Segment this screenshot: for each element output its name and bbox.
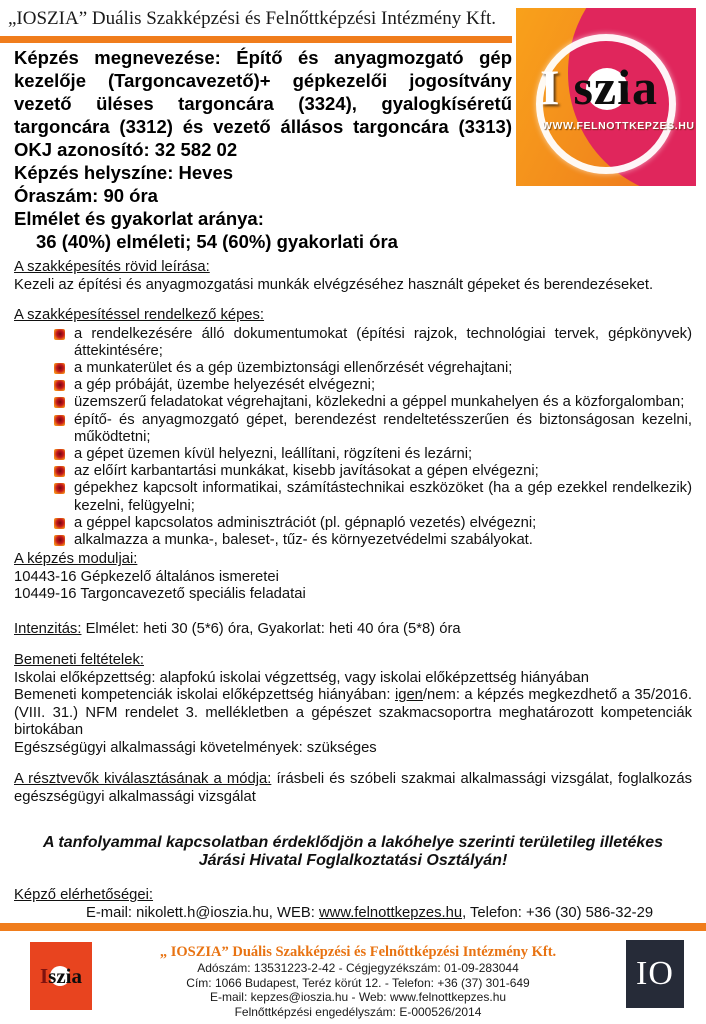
section-entry-requirements — [14, 652, 692, 757]
selection-body: írásbeli és szóbeli szakmai alkalmassági vizsgálat, foglalkozás egészségügyi alkalmassági vizsgálat — [14, 771, 693, 805]
intensity-heading: Intenzitás: — [14, 620, 82, 637]
module-item: 10443-16 Gépkezelő általános ismeretei — [14, 568, 279, 585]
module-item: 10449-16 Targoncavezető speciális feladatai — [14, 586, 306, 603]
course-title-line: targoncára (3312) és vezető állásos targoncára (3313) — [14, 116, 512, 137]
capability-item — [54, 412, 692, 446]
footer-text-block — [110, 944, 606, 1019]
bullet-logo-icon — [54, 380, 65, 391]
footer-logo-wordmark — [40, 964, 82, 989]
short-description-heading: A szakképesítés rövid leírása: — [14, 259, 210, 275]
logo-letter-i: I — [540, 59, 560, 115]
section-short-description — [14, 259, 692, 294]
course-hours: Óraszám: 90 óra — [14, 185, 158, 206]
course-title-line: vezető üléses targoncára (3324), gyalogkíséretű — [14, 93, 512, 114]
capability-item — [54, 394, 692, 411]
footer-email-web-line: E-mail: kepzes@ioszia.hu - Web: www.felnottkepzes.hu — [209, 990, 507, 1005]
capability-text: a gépet üzemen kívül helyezni, leállítani, rögzíteni és lezárni; — [74, 445, 473, 462]
main-content — [14, 46, 692, 922]
capability-item — [54, 326, 692, 360]
footer-company-name: „ IOSZIA” Duális Szakképzési és Felnőttképzési Intézmény Kft. — [159, 944, 557, 960]
intensity-body: Elmélet: heti 30 (5*6) óra, Gyakorlat: heti 40 óra (5*8) óra — [81, 620, 461, 637]
footer-tax-line: Adószám: 13531223-2-42 - Cégjegyzékszám: 01-09-283044 — [197, 961, 519, 975]
course-okj-id: OKJ azonosító: 32 582 02 — [14, 139, 238, 160]
contact-heading: Képző elérhetőségei: — [14, 887, 154, 904]
course-title-block — [14, 46, 512, 253]
course-ratio-label: Elmélet és gyakorlat aránya: — [14, 208, 264, 229]
header-rule — [0, 36, 512, 43]
bullet-logo-icon — [54, 415, 65, 426]
footer-io-logo — [626, 940, 684, 1008]
section-intensity — [14, 621, 692, 639]
entry-competencies-text: /nem: a képzés megkezdhető a 35/2016. (VIII. 31.) NFM rendelet 3. mellékletben a gépészet szakmacsoportra meghatározott kompetenciák birtokában — [14, 687, 692, 739]
entry-health: Egészségügyi alkalmassági követelmények: szükséges — [14, 739, 377, 756]
capability-text: alkalmazza a munka-, baleset-, tűz- és környezetvédelmi szabályokat. — [74, 531, 533, 548]
capability-text: gépekhez kapcsolt informatikai, számítástechnikai eszközöket (ha a gép ezekkel rendelkezik) kezelni, felügyelni; — [74, 480, 692, 514]
section-selection — [14, 771, 692, 806]
bullet-logo-icon — [54, 535, 65, 546]
entry-competencies-text: Bemeneti kompetenciák iskolai előképzettség hiányában: — [14, 687, 395, 704]
contact-line — [86, 905, 692, 923]
footer-ioszia-logo — [30, 942, 92, 1010]
footer-io-logo-text: IO — [636, 955, 674, 992]
modules-heading: A képzés moduljai: — [14, 551, 138, 568]
bullet-logo-icon — [54, 363, 65, 374]
contact-phone-text: , Telefon: +36 (30) 586-32-29 — [462, 904, 654, 921]
capabilities-heading: A szakképesítéssel rendelkező képes: — [14, 307, 265, 323]
short-description-body: Kezeli az építési és anyagmozgatási munkák elvégzéséhez használt gépeket és berendezéseket. — [14, 276, 654, 293]
capability-item — [54, 463, 692, 480]
contact-web-link[interactable]: www.felnottkepzes.hu — [318, 904, 463, 921]
capability-text: építő- és anyagmozgató gépet, berendezést rendeltetésszerűen és biztonságosan kezelni, működtetni; — [74, 411, 692, 445]
footer-logo-letters-szia: szia — [48, 963, 82, 988]
capability-item — [54, 446, 692, 463]
footer-address-line: Cím: 1066 Budapest, Teréz körút 12. - Telefon: +36 (37) 301-649 — [186, 975, 530, 990]
capability-text: a géppel kapcsolatos adminisztrációt (pl. gépnapló vezetés) elvégezni; — [74, 514, 537, 531]
capability-text: a gép próbáját, üzembe helyezését elvégezni; — [74, 377, 376, 394]
capability-item — [54, 377, 692, 394]
capability-item — [54, 532, 692, 549]
section-contact — [14, 887, 692, 922]
capability-text: a munkaterület és a gép üzembiztonsági ellenőrzését végrehajtani; — [74, 359, 513, 376]
course-ratio-value: 36 (40%) elméleti; 54 (60%) gyakorlati óra — [36, 231, 398, 252]
course-location: Képzés helyszíne: Heves — [14, 162, 234, 183]
bullet-logo-icon — [54, 483, 65, 494]
capability-text: üzemszerű feladatokat végrehajtani, közlekedni a géppel munkahelyen és a közforgalomban; — [74, 394, 685, 411]
capability-item — [54, 515, 692, 532]
capability-item — [54, 480, 692, 514]
bullet-logo-icon — [54, 518, 65, 529]
section-modules — [14, 551, 692, 604]
capability-text: az előírt karbantartási munkákat, kisebb javításokat a gépen elvégezni; — [74, 463, 539, 480]
contact-email-text: E-mail: nikolett.h@ioszia.hu, WEB: — [86, 904, 319, 921]
bullet-logo-icon — [54, 397, 65, 408]
selection-heading: A résztvevők kiválasztásának a módja: — [14, 771, 272, 788]
course-title-line: Képzés megnevezése: Építő és anyagmozgató gép — [14, 47, 512, 68]
bullet-logo-icon — [54, 449, 65, 460]
entry-heading: Bemeneti feltételek: — [14, 652, 144, 669]
bullet-logo-icon — [54, 329, 65, 340]
notice-text: A tanfolyammal kapcsolatban érdeklődjön a lakóhelye szerinti területileg illetékes Járási Hivatal Foglalkoztatási Osztályán! — [42, 834, 664, 869]
footer-logo-letter-i: I — [39, 963, 49, 988]
header-company-name: „IOSZIA” Duális Szakképzési és Felnőttképzési Intézmény Kft. — [8, 8, 497, 29]
capability-item — [54, 360, 692, 377]
course-title-line: kezelője (Targoncavezető)+ gépkezelői jogosítvány — [14, 70, 512, 91]
entry-competencies — [14, 687, 692, 740]
logo-letters-szia: szia — [573, 59, 659, 115]
footer-license-line: Felnőttképzési engedélyszám: E-000526/2014 — [234, 1004, 482, 1019]
footer — [0, 938, 706, 1024]
logo-website-url: WWW.FELNOTTKEPZES.HU — [542, 120, 695, 132]
footer-rule — [0, 923, 706, 931]
capabilities-list — [14, 326, 692, 550]
entry-yes-underlined: igen — [394, 687, 423, 704]
capability-text: a rendelkezésére álló dokumentumokat (építési rajzok, technológiai tervek, gépkönyvek) áttekintésére; — [74, 325, 692, 359]
entry-schooling: Iskolai előképzettség: alapfokú iskolai végzettség, vagy iskolai előképzettség hiányában — [14, 669, 589, 686]
bullet-logo-icon — [54, 466, 65, 477]
section-capabilities — [14, 307, 692, 549]
